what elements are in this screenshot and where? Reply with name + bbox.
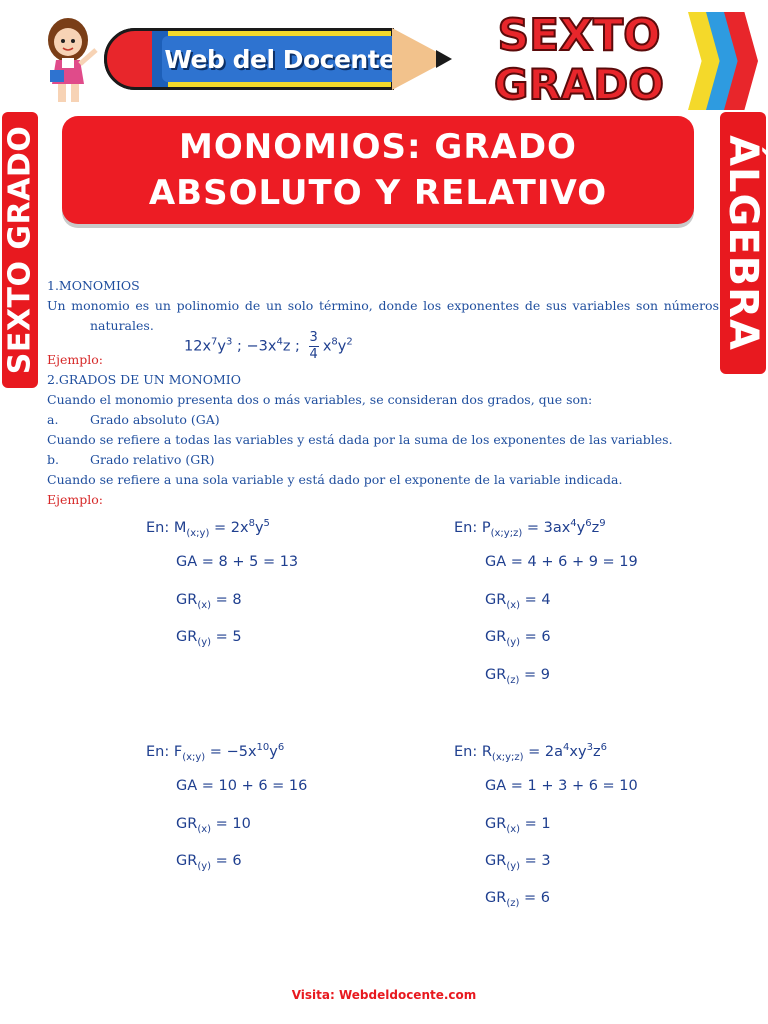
monomial-examples: $12x^7y^3$ ; $-3x^4z$ ; $\frac{3}{4}$ $x^8y^2$ [184,330,353,362]
brand-grado: GRADO [494,60,664,109]
grade-brand [452,12,756,110]
left-side-banner [2,112,38,388]
title-line-1: MONOMIOS: GRADO [179,127,577,167]
brand-sexto: SEXTO [497,10,661,61]
example-p-expression: En: $P_{(x;y;z)} = 3ax^4y^6z^9$ [454,518,606,539]
section1-example-label: Ejemplo: [47,352,103,367]
section1-definition-line2: naturales. [90,318,154,333]
section2-example-label: Ejemplo: [47,492,103,507]
section2-heading: 2.GRADOS DE UN MONOMIO [47,372,241,387]
example-m-gr-x: $GR_{(x)} = 8$ [176,592,242,611]
right-banner-text: ÁLGEBRA [720,135,766,351]
fraction-three-fourths: $\frac{3}{4}$ [309,330,318,362]
logo-text: Web del Docente [162,36,398,82]
item-b-label: Grado relativo (GR) [90,452,215,467]
item-a-label: Grado absoluto (GA) [90,412,220,427]
item-a-description: Cuando se refiere a todas las variables y está dada por la suma de los exponentes de las variables. [47,432,673,447]
section1-heading: 1.MONOMIOS [47,278,140,293]
item-b-letter: b. [47,452,59,467]
right-side-banner [720,112,766,374]
example-p-gr-z: $GR_{(z)} = 9$ [485,667,550,686]
example-f-ga: GA = 10 + 6 = 16 [176,778,308,794]
example-p-gr-x: $GR_{(x)} = 4$ [485,592,551,611]
example-f-expression: En: $F_{(x;y)} = -5x^{10}y^6$ [146,742,285,763]
example-r-gr-y: $GR_{(y)} = 3$ [485,853,551,872]
example-r-gr-x: $GR_{(x)} = 1$ [485,816,551,835]
example-f-gr-y: $GR_{(y)} = 6$ [176,853,242,872]
title-banner [62,116,694,224]
example-f-gr-x: $GR_{(x)} = 10$ [176,816,251,835]
example-r-gr-z: $GR_{(z)} = 6$ [485,890,550,909]
example-r-ga: GA = 1 + 3 + 6 = 10 [485,778,638,794]
footer-visit-link[interactable]: Visita: Webdeldocente.com [291,988,477,1002]
example-m-expression: En: $M_{(x;y)} = 2x^8y^5$ [146,518,270,539]
web-del-docente-logo [104,20,452,98]
section1-definition-line1: Un monomio es un polinomio de un solo término, donde los exponentes de sus variables son números [47,298,719,313]
example-p-gr-y: $GR_{(y)} = 6$ [485,629,551,648]
section2-intro: Cuando el monomio presenta dos o más variables, se consideran dos grados, que son: [47,392,593,407]
example-m-gr-y: $GR_{(y)} = 5$ [176,629,242,648]
left-banner-text: SEXTO GRADO [2,125,38,375]
example-m-ga: GA = 8 + 5 = 13 [176,554,299,570]
title-line-2: ABSOLUTO Y RELATIVO [148,173,608,213]
teacher-illustration [38,14,100,108]
item-a-letter: a. [47,412,59,427]
example-r-expression: En: $R_{(x;y;z)} = 2a^4xy^3z^6$ [454,742,607,763]
item-b-description: Cuando se refiere a una sola variable y está dado por el exponente de la variable indicada. [47,472,623,487]
example-p-ga: GA = 4 + 6 + 9 = 19 [485,554,638,570]
